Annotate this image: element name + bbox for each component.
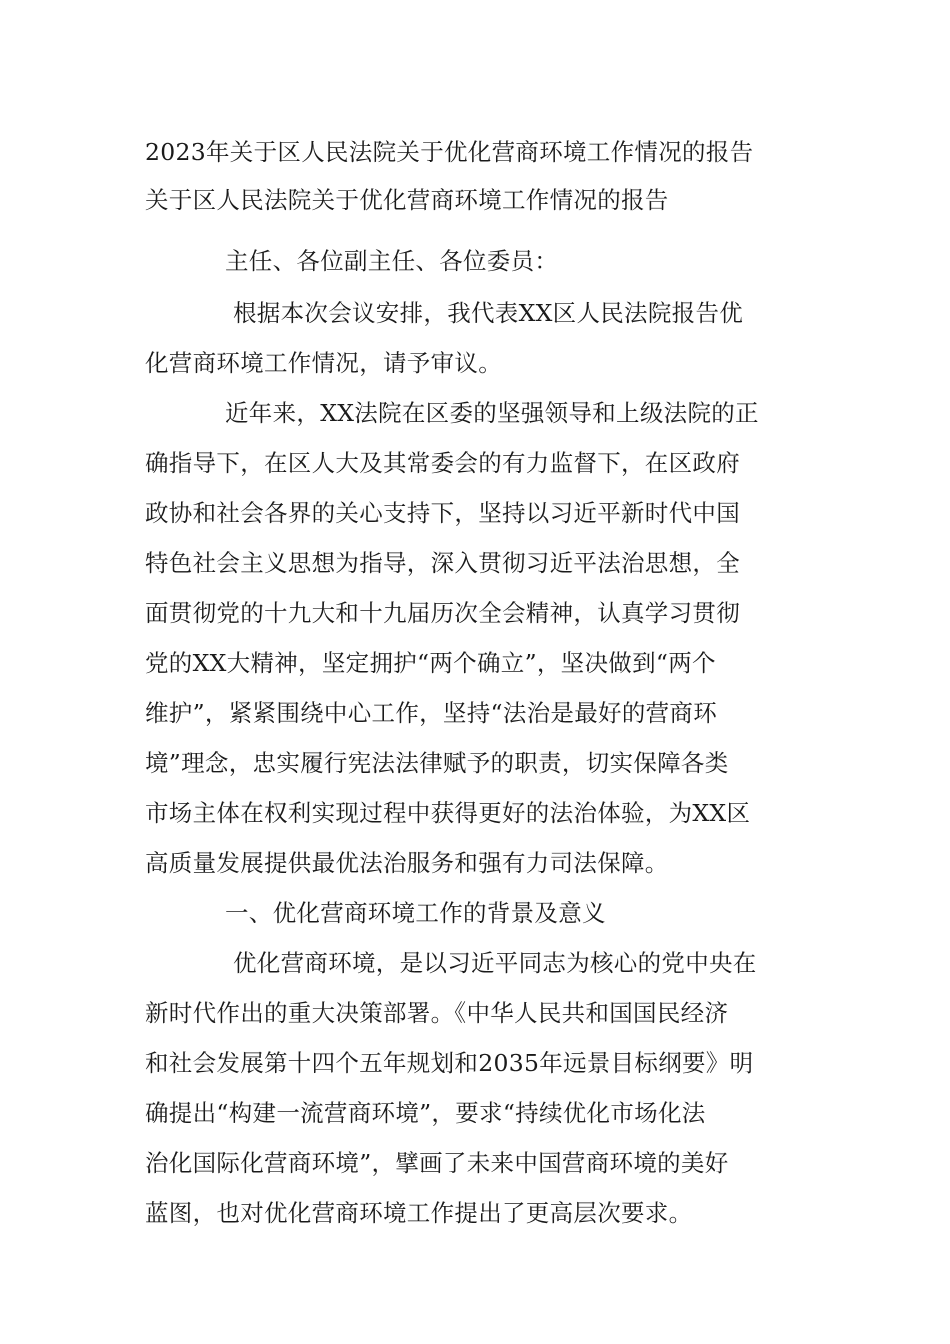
paragraph-intro [145,288,810,388]
paragraph-background [145,938,810,1238]
paragraph-line: 新时代作出的重大决策部署。《中华人民共和国国民经济 [145,999,729,1027]
paragraph-line: 近年来，XX法院在区委的坚强领导和上级法院的正 [225,399,759,427]
section-heading: 一、优化营商环境工作的背景及意义 [225,899,606,927]
paragraph-recent-years [145,388,810,888]
paragraph-line: 和社会发展第十四个五年规划和2035年远景目标纲要》明 [145,1049,754,1077]
document-subtitle: 关于区人民法院关于优化营商环境工作情况的报告 [145,186,669,214]
document-title: 2023年关于区人民法院关于优化营商环境工作情况的报告 [145,138,754,166]
paragraph-line: 蓝图，也对优化营商环境工作提出了更高层次要求。 [145,1199,693,1227]
paragraph-line: 优化营商环境，是以习近平同志为核心的党中央在 [233,949,757,977]
paragraph-line: 化营商环境工作情况，请予审议。 [145,349,502,377]
paragraph-line: 维护”，紧紧围绕中心工作，坚持“法治是最好的营商环 [145,699,718,727]
paragraph-line: 党的XX大精神，坚定拥护“两个确立”，坚决做到“两个 [145,649,716,677]
paragraph-line: 确指导下，在区人大及其常委会的有力监督下，在区政府 [145,449,740,477]
paragraph-line: 高质量发展提供最优法治服务和强有力司法保障。 [145,849,669,877]
paragraph-line: 根据本次会议安排，我代表XX区人民法院报告优 [233,299,744,327]
paragraph-line: 境”理念，忠实履行宪法法律赋予的职责，切实保障各类 [145,749,729,777]
paragraph-line: 政协和社会各界的关心支持下，坚持以习近平新时代中国 [145,499,740,527]
paragraph-line: 确提出“构建一流营商环境”，要求“持续优化市场化法 [145,1099,706,1127]
paragraph-line: 面贯彻党的十九大和十九届历次全会精神，认真学习贯彻 [145,599,740,627]
document-page [145,128,810,1238]
paragraph-line: 治化国际化营商环境”，擘画了未来中国营商环境的美好 [145,1149,729,1177]
paragraph-line: 特色社会主义思想为指导，深入贯彻习近平法治思想，全 [145,549,740,577]
paragraph-line: 市场主体在权利实现过程中获得更好的法治体验，为XX区 [145,799,751,827]
salutation: 主任、各位副主任、各位委员： [225,247,559,275]
